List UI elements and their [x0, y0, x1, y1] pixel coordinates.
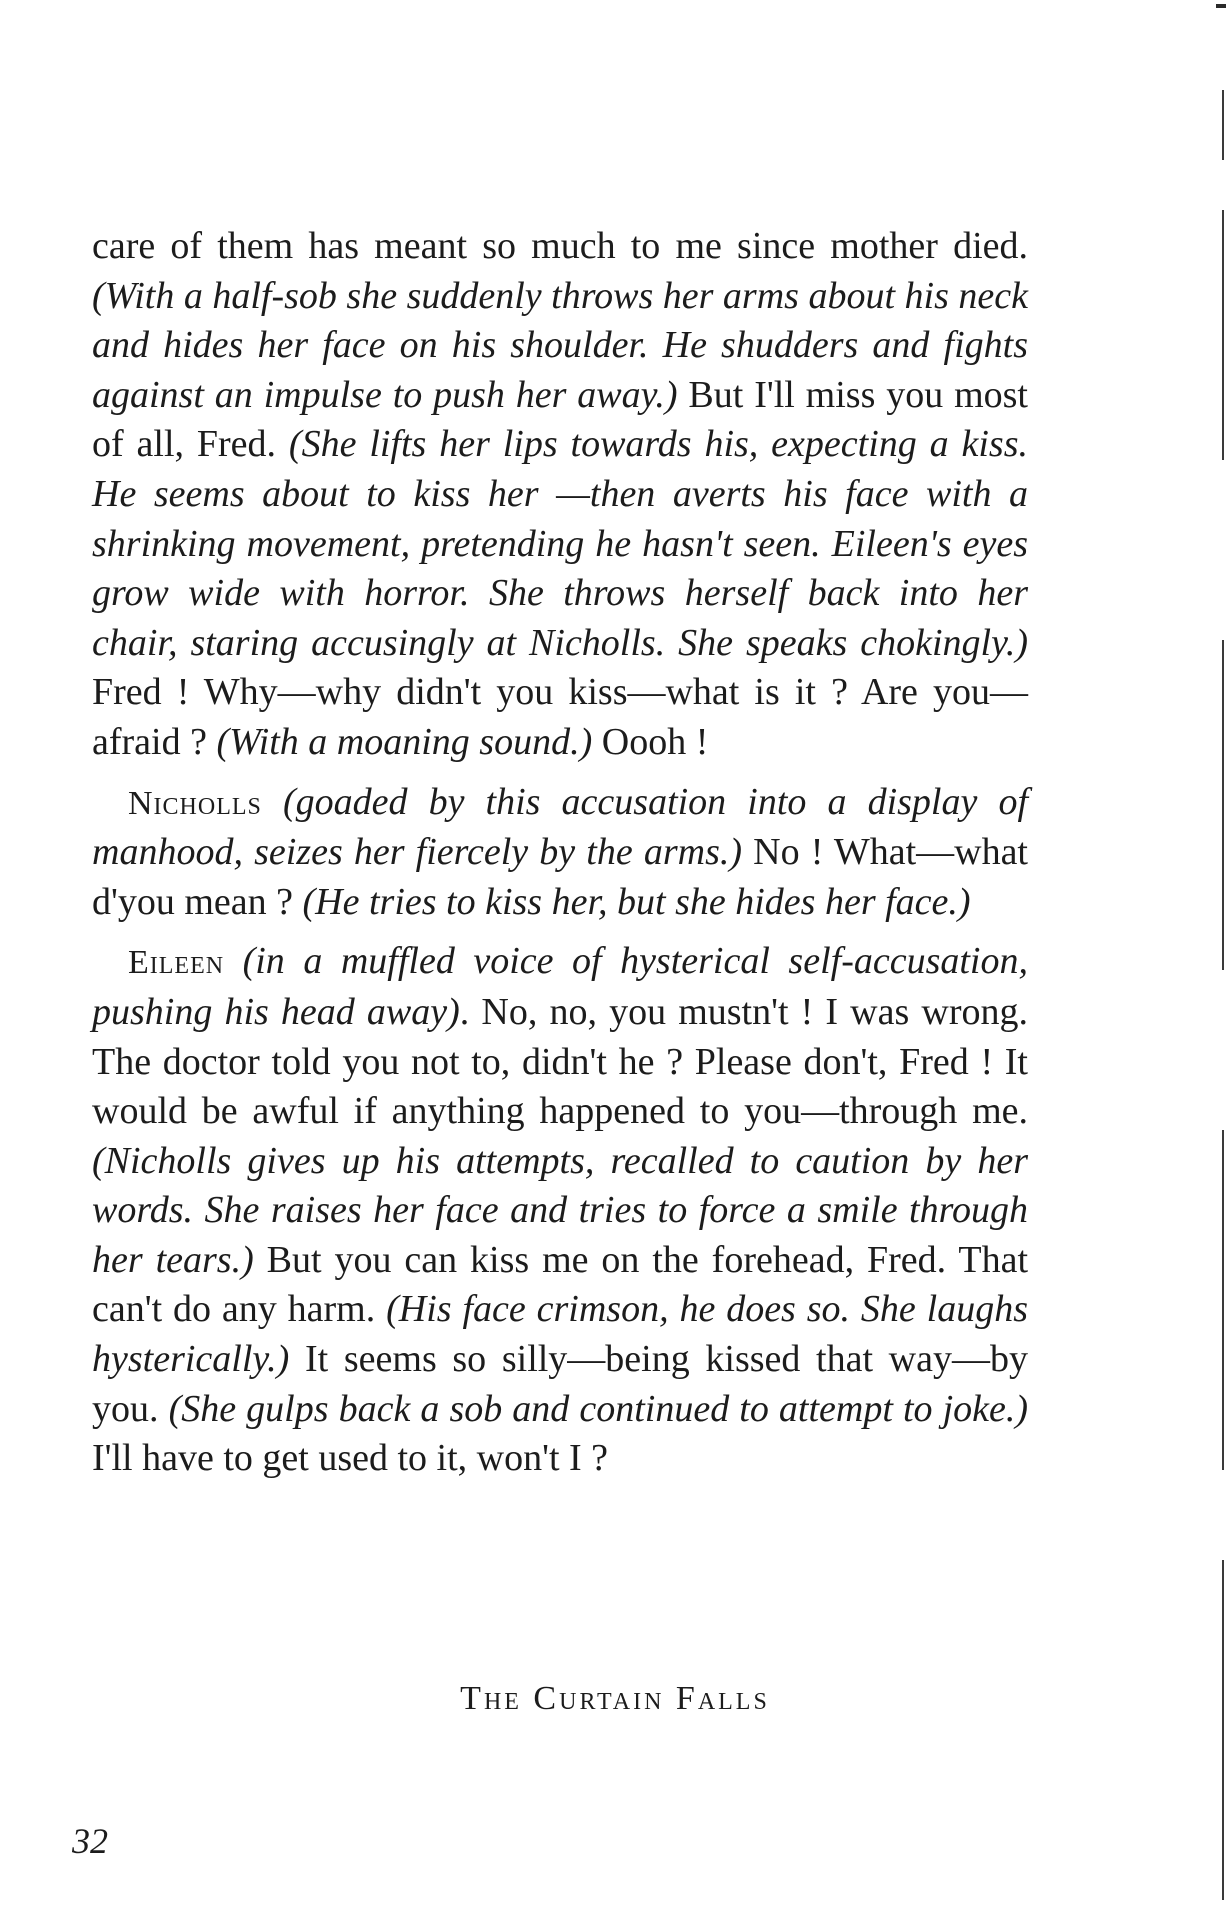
eileen-speech [92, 940, 1028, 1479]
curtain-falls-heading: The Curtain Falls [460, 1680, 770, 1717]
speaker-name-nicholls: Nicholls [128, 784, 262, 822]
dialogue-text [262, 781, 283, 823]
paragraph-nicholls [92, 778, 1028, 928]
page-edge-line [1222, 640, 1224, 970]
paragraph-dialogue-1 [92, 222, 1028, 768]
stage-direction: (He tries to kiss her, but she hides her face.) [302, 880, 971, 923]
page-edge-line [1222, 1560, 1224, 1900]
stage-direction: (With a half-sob she suddenly throws her arms about his neck and hides her face on his shoulder. He shudders and fights against an impulse to push her away.) [92, 274, 1028, 416]
stage-direction: (His face crimson, he does so. She laughs hysterically.) [92, 1288, 1028, 1381]
dialogue-text: But you can kiss me on the forehead, Fred. That can't do any harm. [92, 1238, 1028, 1331]
dialogue-text [224, 940, 243, 982]
dialogue-text: It seems so silly—being kissed that way—by you. [92, 1338, 1028, 1430]
stage-direction: (in a muffled voice of hysterical self-accusation, pushing his head away) [92, 940, 1028, 1033]
speaker-name-eileen: Eileen [128, 944, 225, 982]
dialogue-text: Oooh ! [592, 720, 709, 763]
dialogue-text: I'll have to get used to it, won't I ? [92, 1437, 609, 1480]
dialogue-text: No ! What—what d'you mean ? [92, 831, 1028, 923]
play-text [92, 222, 1028, 1484]
dialogue-text: . No, no, you mustn't ! I was wrong. The doctor told you not to, didn't he ? Please don't, Fred ! It would be awful if anything happened to you—through me. [92, 990, 1028, 1133]
stage-direction: (Nicholls gives up his attempts, recalled to caution by her words. She raises her face and tries to force a smile through her tears.) [92, 1139, 1028, 1281]
page-edge-line [1222, 1130, 1224, 1470]
stage-direction: (She lifts her lips towards his, expecting a kiss. He seems about to kiss her —then averts his face with a shrinking movement, pretending he hasn't seen. Eileen's eyes grow wide with horror. She throws herself back into her chair, staring accusingly at Nicholls. She speaks chokingly.) [92, 423, 1029, 664]
dialogue-text: But I'll miss you most of all, Fred. [92, 373, 1028, 466]
stage-direction: (With a moaning sound.) [216, 720, 593, 763]
page-edge-line [1222, 90, 1224, 160]
page-edge-line [1222, 210, 1224, 460]
stage-direction: (goaded by this accusation into a display of manhood, seizes her fiercely by the arms.) [92, 780, 1028, 874]
dialogue-text: Fred ! Why—why didn't you kiss—what is it ? Are you— afraid ? [92, 671, 1028, 763]
page-number: 32 [72, 1821, 108, 1861]
page-edge-mark [1216, 4, 1226, 8]
stage-direction: (She gulps back a sob and continued to attempt to joke.) [168, 1387, 1029, 1430]
paragraph-eileen [92, 937, 1028, 1484]
dialogue-text: care of them has meant so much to me since mother died. [92, 225, 1028, 267]
